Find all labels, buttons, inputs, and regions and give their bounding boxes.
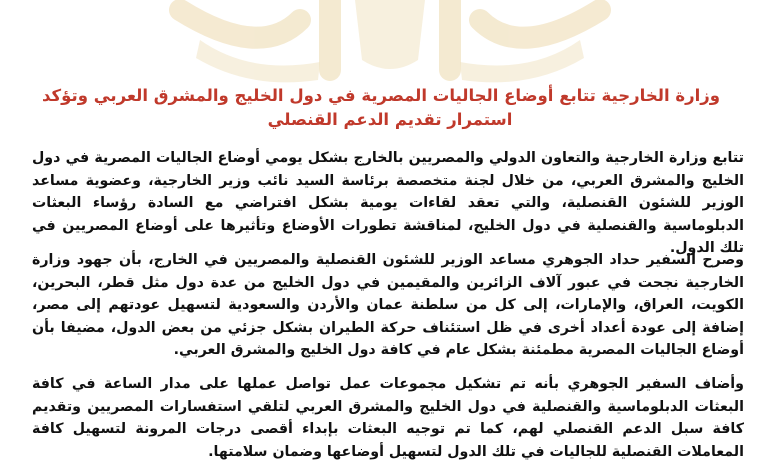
title-line-1: وزارة الخارجية تتابع أوضاع الجاليات المصرية في دول الخليج والمشرق العربي وتؤكد bbox=[42, 86, 720, 105]
paragraph-2: وصرح السفير حداد الجوهري مساعد الوزير للشئون القنصلية والمصريين في الخارج، بأن جهود وزارة الخارجية نجحت في عبور آلاف الزائرين والمقيمين في دول الخليج من عدة دول مثل قطر، البحرين، الكويت، العراق، والإمارات، إلى كل من سلطنة عمان والأردن والسعودية لتسهيل عودتهم إلى مصر، إضافة إلى عودة أعداد أخرى في ظل استئناف حركة الطيران بشكل جزئي من بعض الدول، مضيفا بأن أوضاع الجاليات المصرية مطمئنة بشكل عام في كافة دول الخليج والمشرق العربي. bbox=[32, 252, 744, 358]
title-line-2: استمرار تقديم الدعم القنصلي bbox=[267, 110, 513, 129]
paragraph-3: وأضاف السفير الجوهري بأنه تم تشكيل مجموعات عمل تواصل عملها على مدار الساعة في كافة البعثات الدبلوماسية والقنصلية في دول الخليج والمشرق العربي لتلقي استفسارات المصريين وتقديم كافة سبل الدعم القنصلي لهم، كما تم توجيه البعثات بإبداء أقصى درجات المرونة لتسهيل كافة المعاملات القنصلية للجاليات في تلك الدول لتسهيل أوضاعها وضمان سلامتها. bbox=[32, 376, 744, 460]
paragraph-1: تتابع وزارة الخارجية والتعاون الدولي والمصريين بالخارج بشكل يومي أوضاع الجاليات المصرية في دول الخليج والمشرق العربي، من خلال لجنة متخصصة برئاسة السيد نائب وزير الخارجية، وعضوية مساعد الوزير للشئون القنصلية، والتي تعقد لقاءات يومية بشكل افتراضي مع السادة رؤساء البعثات الدبلوماسية والقنصلية في دول الخليج، لمناقشة تطورات الأوضاع وتأثيرها على أوضاع المصريين في تلك الدول. bbox=[32, 150, 744, 256]
